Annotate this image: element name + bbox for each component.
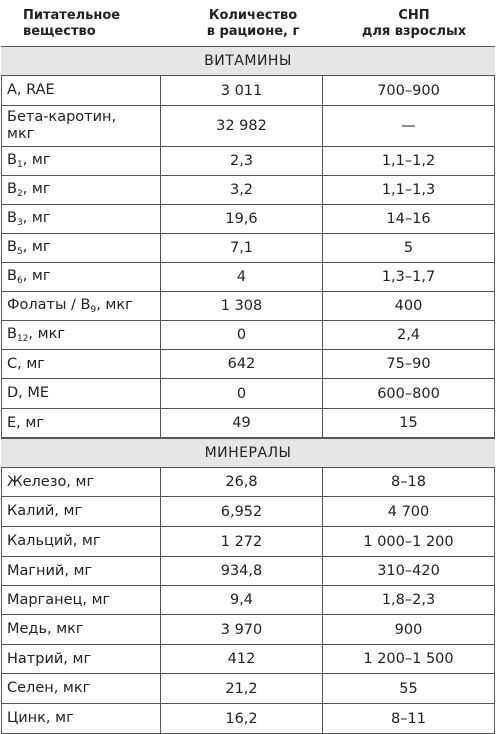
table-row	[1, 234, 495, 263]
amount-cell: 9,4	[161, 586, 323, 614]
header-amount-line2: в рационе, г	[206, 24, 300, 39]
rda-cell: 75–90	[323, 350, 495, 378]
amount-cell: 1 272	[161, 527, 323, 556]
rda-cell: 14–16	[323, 205, 495, 233]
table-row	[1, 147, 495, 176]
nutrient-label: Железо, мг	[7, 473, 95, 490]
nutrient-name	[1, 263, 161, 291]
table-row	[1, 106, 495, 147]
nutrient-label: B	[7, 180, 17, 197]
nutrient-name	[1, 76, 161, 105]
rda-cell: 1,1–1,3	[323, 176, 495, 204]
nutrient-name	[1, 205, 161, 233]
table-row	[1, 645, 495, 674]
table-row	[1, 263, 495, 292]
nutrient-name	[1, 468, 161, 496]
rda-cell: 900	[323, 615, 495, 644]
nutrient-label: Цинк, мг	[7, 710, 74, 726]
rda-cell: 4 700	[323, 497, 495, 526]
nutrient-label: Марганец, мг	[7, 591, 111, 608]
nutrient-name	[1, 106, 161, 146]
table-row	[1, 350, 495, 379]
nutrient-name	[1, 409, 161, 437]
nutrient-name	[1, 645, 161, 673]
nutrient-label: B	[7, 238, 17, 255]
table-body	[1, 46, 495, 734]
table-row	[1, 615, 495, 645]
header-amount	[173, 0, 333, 46]
nutrient-unit: , мкг	[28, 325, 65, 342]
rda-cell: —	[323, 106, 495, 146]
rda-cell: 1,3–1,7	[323, 263, 495, 291]
nutrient-name	[1, 147, 161, 175]
nutrient-label: Калий, мг	[7, 503, 83, 519]
nutrient-label: Фолаты / B	[7, 296, 91, 313]
nutrient-label: Магний, мг	[7, 562, 93, 579]
rda-cell: 5	[323, 234, 495, 262]
table-row	[1, 76, 495, 106]
amount-cell: 32 982	[161, 106, 323, 146]
amount-cell: 412	[161, 645, 323, 673]
header-nutrient-line1: Питательное	[23, 8, 121, 23]
table-row	[1, 674, 495, 704]
nutrient-name	[1, 615, 161, 644]
header-amount-line1: Количество	[208, 8, 298, 23]
rda-cell: 310–420	[323, 557, 495, 585]
rda-cell: 1 200–1 500	[323, 645, 495, 673]
amount-cell: 3 011	[161, 76, 323, 105]
nutrient-subscript: 6	[16, 275, 23, 286]
table-row	[1, 321, 495, 350]
nutrient-unit: , мкг	[96, 296, 133, 313]
amount-cell: 3 970	[161, 615, 323, 644]
amount-cell: 2,3	[161, 147, 323, 175]
nutrient-label: B	[7, 209, 17, 226]
nutrient-unit: , мг	[22, 209, 51, 226]
nutrient-name	[1, 497, 161, 526]
section-header: МИНЕРАЛЫ	[1, 438, 495, 468]
amount-cell: 7,1	[161, 234, 323, 262]
table-row	[1, 704, 495, 734]
amount-cell: 4	[161, 263, 323, 291]
header-rda	[333, 0, 495, 46]
nutrient-label: E, мг	[7, 414, 44, 431]
rda-cell: 8–18	[323, 468, 495, 496]
nutrient-name	[1, 557, 161, 585]
table-header	[1, 0, 495, 46]
nutrient-label: B	[7, 267, 17, 284]
rda-cell: 2,4	[323, 321, 495, 349]
nutrient-label: A, RAE	[7, 82, 55, 98]
nutrient-name-line2: мкг	[7, 126, 35, 142]
nutrient-subscript: 5	[16, 246, 23, 257]
amount-cell: 16,2	[161, 704, 323, 733]
nutrient-unit: , мг	[22, 267, 51, 284]
table-row	[1, 409, 495, 438]
table-row	[1, 586, 495, 615]
rda-cell: 400	[323, 292, 495, 320]
section-header: ВИТАМИНЫ	[1, 46, 495, 76]
nutrient-name	[1, 176, 161, 204]
header-rda-line2: для взрослых	[361, 24, 467, 39]
nutrient-name	[1, 674, 161, 703]
table-row	[1, 292, 495, 321]
header-nutrient-line2: вещество	[23, 24, 96, 39]
table-row	[1, 205, 495, 234]
nutrient-label: B	[7, 151, 17, 168]
nutrient-name	[1, 234, 161, 262]
amount-cell: 0	[161, 321, 323, 349]
nutrient-table	[1, 0, 495, 734]
amount-cell: 1 308	[161, 292, 323, 320]
rda-cell: 1,8–2,3	[323, 586, 495, 614]
nutrient-name	[1, 586, 161, 614]
table-row	[1, 176, 495, 205]
nutrient-label: Селен, мкг	[7, 680, 91, 696]
rda-cell: 8–11	[323, 704, 495, 733]
rda-cell: 1,1–1,2	[323, 147, 495, 175]
nutrient-label: Натрий, мг	[7, 650, 92, 667]
rda-cell: 600–800	[323, 379, 495, 408]
rda-cell: 55	[323, 674, 495, 703]
nutrient-subscript: 9	[90, 304, 97, 315]
table-row	[1, 557, 495, 586]
table-row	[1, 527, 495, 557]
nutrient-name-line1: Бета-каротин,	[7, 109, 117, 125]
nutrient-name	[1, 379, 161, 408]
amount-cell: 49	[161, 409, 323, 437]
table-row	[1, 468, 495, 497]
rda-cell: 15	[323, 409, 495, 437]
nutrient-name	[1, 704, 161, 733]
amount-cell: 21,2	[161, 674, 323, 703]
nutrient-name	[1, 321, 161, 349]
header-rda-line1: СНП	[398, 8, 430, 23]
nutrient-name	[1, 350, 161, 378]
nutrient-subscript: 1	[16, 159, 23, 170]
rda-cell: 700–900	[323, 76, 495, 105]
nutrient-label: B	[7, 325, 17, 342]
nutrient-name	[1, 527, 161, 556]
rda-cell: 1 000–1 200	[323, 527, 495, 556]
header-nutrient	[1, 0, 173, 46]
nutrient-subscript: 2	[16, 188, 23, 199]
nutrient-subscript: 12	[16, 333, 29, 344]
nutrient-unit: , мг	[22, 180, 51, 197]
nutrient-subscript: 3	[16, 217, 23, 228]
nutrient-label: C, мг	[7, 355, 45, 372]
nutrient-unit: , мг	[22, 238, 51, 255]
nutrient-label: Кальций, мг	[7, 533, 101, 549]
table-row	[1, 497, 495, 527]
amount-cell: 6,952	[161, 497, 323, 526]
amount-cell: 3,2	[161, 176, 323, 204]
amount-cell: 642	[161, 350, 323, 378]
amount-cell: 0	[161, 379, 323, 408]
nutrient-label: D, ME	[7, 385, 50, 401]
amount-cell: 26,8	[161, 468, 323, 496]
amount-cell: 934,8	[161, 557, 323, 585]
nutrient-label: Медь, мкг	[7, 621, 84, 637]
nutrient-unit: , мг	[22, 151, 51, 168]
amount-cell: 19,6	[161, 205, 323, 233]
table-row	[1, 379, 495, 409]
nutrient-name	[1, 292, 161, 320]
